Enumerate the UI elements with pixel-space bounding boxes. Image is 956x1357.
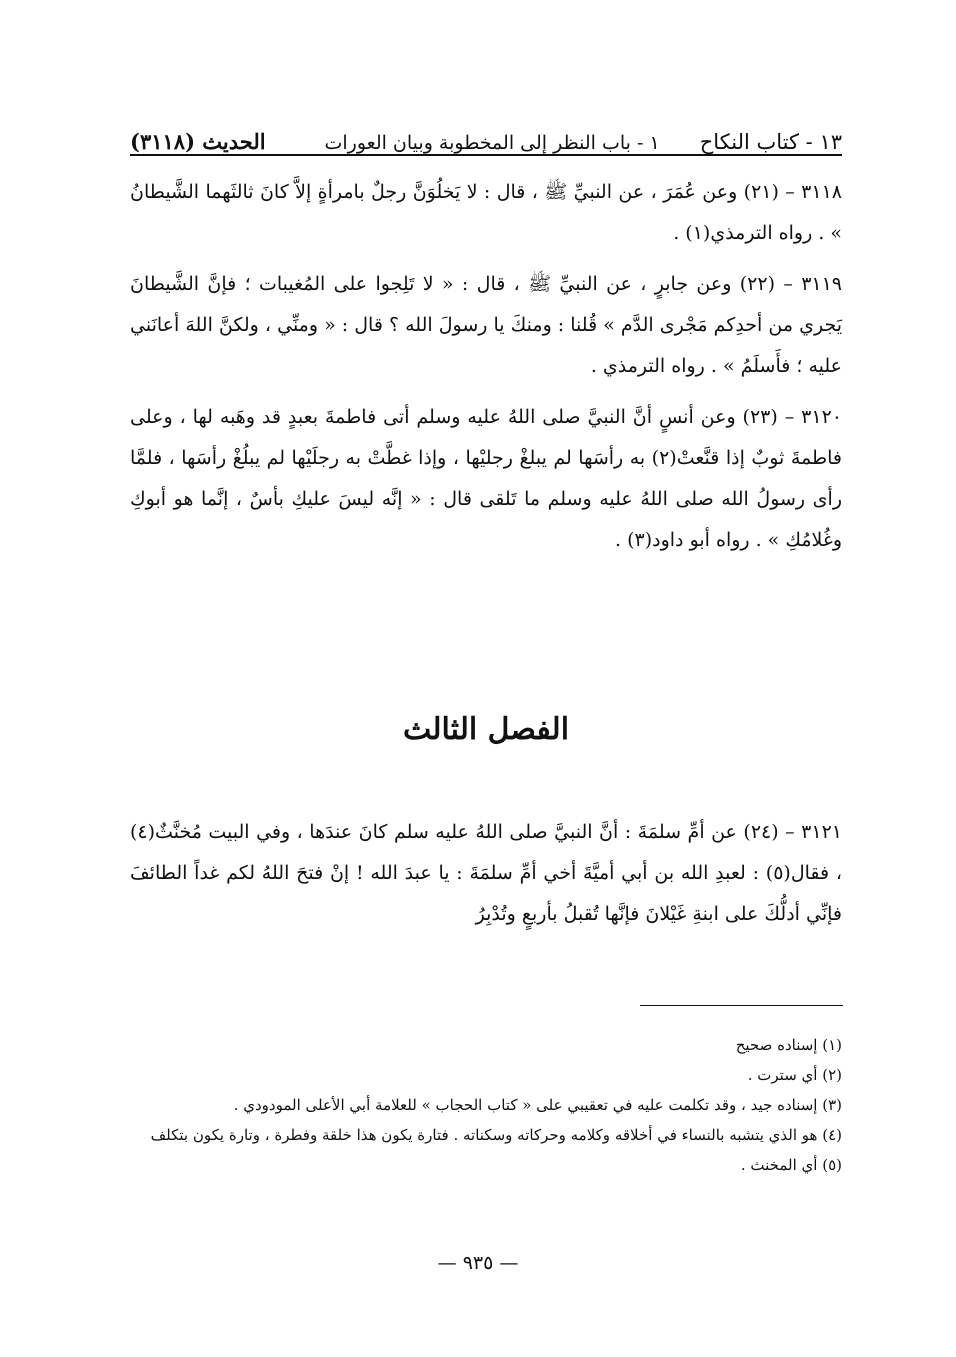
header-divider	[130, 154, 842, 156]
hadith-3118: ٣١١٨ – (٢١) وعن عُمَرَ ، عن النبيِّ ﷺ ، قال : لا يَخلُوَنَّ رجلٌ بامرأةٍ إلاَّ كانَ ثالثَهما الشَّيطانُ » . رواه الترمذي(١) .	[130, 181, 842, 244]
footnote-5: (٥) أي المخنث .	[740, 1156, 842, 1174]
running-header	[130, 104, 842, 154]
footnote-1: (١) إسناده صحيح	[735, 1036, 842, 1054]
hadith-block-top	[130, 172, 842, 571]
footnotes	[130, 1030, 842, 1180]
footnote-4: (٤) هو الذي يتشبه بالنساء في أخلاقه وكلامه وحركاته وسكناته . فتارة يكون هذا خلقة وفطرة ، وتارة يكون بتكلف	[150, 1126, 842, 1144]
hadith-3120: ٣١٢٠ – (٢٣) وعن أنسٍ أنَّ النبيَّ صلى اللهُ عليه وسلم أتى فاطمةَ بعبدٍ قد وهَبه لها ، وعلى فاطمةَ ثوبٌ إذا قنَّعتْ(٢) به رأسَها لم يبلغْ رجليْها ، وإذا غطَّتْ به رجلَيْها لم يبلُغْ رأسَها ، فلمَّا رأى رسولُ الله صلى اللهُ عليه وسلم ما تَلقى قال : « إنَّه ليسَ عليكِ بأسٌ ، إنَّما هو أبوكِ وغُلامُكِ » . رواه أبو داود(٣) .	[130, 406, 842, 551]
footnote-divider	[640, 1005, 843, 1006]
hadith-3119: ٣١١٩ – (٢٢) وعن جابرٍ ، عن النبيِّ ﷺ ، قال : « لا تَلِجوا على المُغيبات ؛ فإنَّ الشَّيطانَ يَجري من أحدِكم مَجْرى الدَّم » قُلنا : ومنكَ يا رسولَ الله ؟ قال : « ومنِّي ، ولكنَّ اللهَ أعانَني عليه ؛ فأَسلَمُ » . رواه الترمذي .	[130, 273, 843, 377]
section-title: ١ - باب النظر إلى المخطوبة وبيان العورات	[324, 132, 660, 154]
footnote-2: (٢) أي سترت .	[747, 1066, 842, 1084]
section-heading: الفصل الثالث	[402, 712, 570, 747]
page-number: — ٩٣٥ —	[437, 1252, 519, 1274]
footnote-3: (٣) إسناده جيد ، وقد تكلمت عليه في تعقيبي على « كتاب الحجاب » للعلامة أبي الأعلى المودودي .	[233, 1096, 842, 1114]
hadith-reference: الحديث (٣١١٨)	[130, 129, 266, 154]
hadith-3121: ٣١٢١ – (٢٤) عن أمِّ سلمَةَ : أنَّ النبيَّ صلى اللهُ عليه سلم كانَ عندَها ، وفي البيت مُخنَّثٌ(٤) ، فقال(٥) : لعبدِ الله بن أبي أميَّةَ أخي أمِّ سلمَةَ : يا عبدَ الله ! إنْ فتحَ اللهُ لكم غداً الطائفَ فإنِّي أدلُّكَ على ابنةِ غَيْلانَ فإنَّها تُقبلُ بأربعٍ وتُدْبِرُ	[130, 821, 843, 925]
chapter-title: ١٣ - كتاب النكاح	[699, 130, 842, 154]
hadith-block-bottom	[130, 812, 842, 945]
